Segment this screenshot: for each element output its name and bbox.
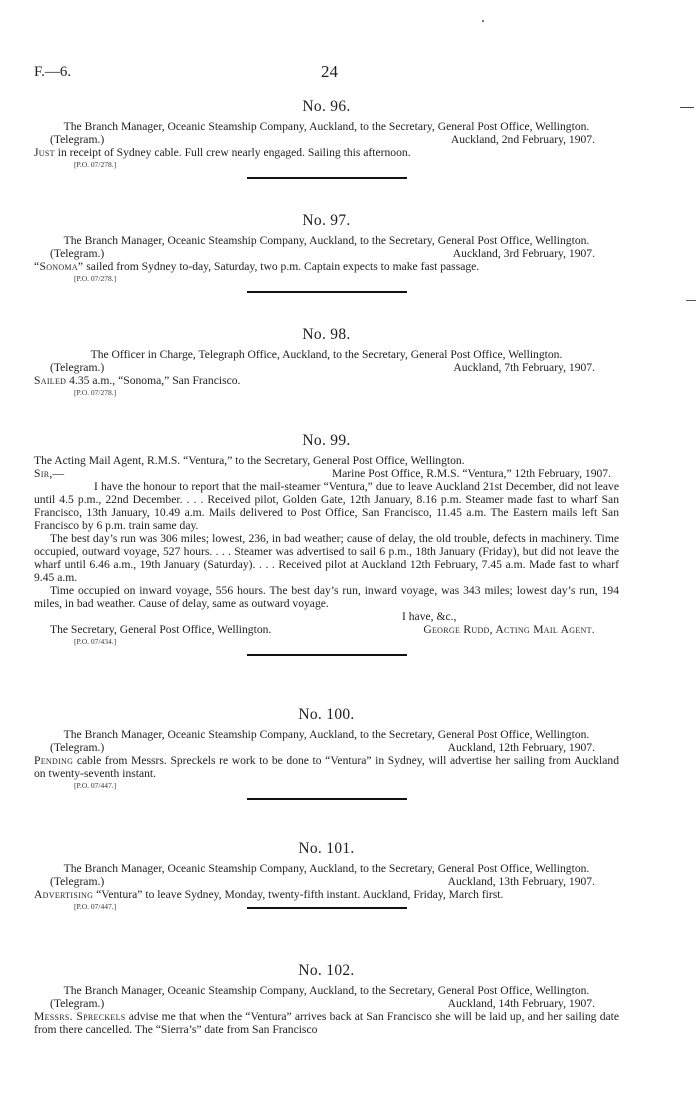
lead-words: Messrs. Spreckels — [34, 1010, 126, 1023]
dateline — [34, 741, 619, 754]
lead-words: Advertising — [34, 888, 94, 901]
file-reference: [P.O. 07/278.] — [74, 160, 117, 169]
message-type: (Telegram.) — [50, 875, 105, 888]
section-number: No. 99. — [302, 432, 351, 449]
lead-words: Just — [34, 146, 55, 159]
section-number: No. 98. — [302, 326, 351, 343]
file-reference: [P.O. 07/447.] — [74, 902, 117, 911]
section-divider — [247, 798, 407, 800]
dateline — [34, 467, 619, 480]
section-heading: The Branch Manager, Oceanic Steamship Company, Auckland, to the Secretary, General Post Office, Wellington. — [63, 120, 590, 133]
message-type: (Telegram.) — [50, 741, 105, 754]
section-heading: The Branch Manager, Oceanic Steamship Company, Auckland, to the Secretary, General Post Office, Wellington. — [63, 728, 590, 741]
place-date: Auckland, 3rd February, 1907. — [452, 247, 595, 260]
lead-words: Pending — [34, 754, 74, 767]
section-divider — [247, 291, 407, 293]
addressee: The Secretary, General Post Office, Wellington. — [50, 623, 272, 636]
section-divider — [247, 907, 407, 909]
section-number: No. 100. — [298, 706, 355, 723]
scan-speck — [482, 20, 484, 22]
section-divider — [247, 177, 407, 179]
section-no-98 — [34, 326, 619, 397]
signature-line — [34, 623, 619, 636]
section-no-101 — [34, 840, 619, 909]
place-date: Marine Post Office, R.M.S. “Ventura,” 12th February, 1907. — [331, 467, 611, 480]
message-type: (Telegram.) — [50, 133, 105, 146]
place-date: Auckland, 7th February, 1907. — [453, 361, 595, 374]
letter-body — [34, 480, 619, 610]
series-reference: F.—6. — [34, 64, 72, 80]
place-date: Auckland, 13th February, 1907. — [447, 875, 595, 888]
section-no-99 — [34, 432, 619, 656]
message-type: (Telegram.) — [50, 997, 105, 1010]
section-number: No. 101. — [298, 840, 355, 857]
section-no-97 — [34, 212, 619, 293]
file-reference: [P.O. 07/278.] — [74, 274, 117, 283]
file-reference: [P.O. 07/434.] — [74, 637, 117, 646]
message-body: Pending cable from Messrs. Spreckels re work to be done to “Ventura” in Sydney, will advertise her sailing from Auckland on twenty-seventh instant. — [34, 754, 619, 780]
message-body: “Sonoma” sailed from Sydney to-day, Saturday, two p.m. Captain expects to make fast passage. — [34, 260, 480, 273]
section-no-102 — [34, 962, 619, 1036]
closing: I have, &c., — [402, 610, 457, 623]
message-body: Advertising “Ventura” to leave Sydney, Monday, twenty-fifth instant. Auckland, Friday, March first. — [34, 888, 504, 901]
salutation: Sir,— — [34, 467, 65, 480]
section-divider — [247, 654, 407, 656]
lead-words: “Sonoma” — [34, 260, 84, 273]
page-number: 24 — [321, 62, 338, 81]
section-heading: The Branch Manager, Oceanic Steamship Company, Auckland, to the Secretary, General Post Office, Wellington. — [63, 234, 590, 247]
message-type: (Telegram.) — [50, 247, 105, 260]
message-body: Just in receipt of Sydney cable. Full crew nearly engaged. Sailing this afternoon. — [34, 146, 411, 159]
section-number: No. 96. — [302, 98, 351, 115]
paragraph: The best day’s run was 306 miles; lowest, 236, in bad weather; cause of delay, the old trouble, defects in machinery. Time occupied, outward voyage, 527 hours. . . . Steamer was advertised to sail 6 p.m., 18th January (Friday), but did not leave the wharf until 6.46 a.m., 19th January (Saturday). . . . Received pilot at Auckland 12th February, 7.45 a.m. Made fast to wharf 9.45 a.m. — [34, 532, 619, 584]
section-heading: The Officer in Charge, Telegraph Office, Auckland, to the Secretary, General Post Office, Wellington. — [90, 348, 563, 361]
dateline — [34, 875, 619, 888]
place-date: Auckland, 14th February, 1907. — [447, 997, 595, 1010]
file-reference: [P.O. 07/447.] — [74, 781, 117, 790]
file-reference: [P.O. 07/278.] — [74, 388, 117, 397]
paragraph: I have the honour to report that the mail-steamer “Ventura,” due to leave Auckland 21st December, did not leave until 4.5 p.m., 22nd December. . . . Received pilot, Golden Gate, 12th January, 8.16 p.m. Steamer made fast to wharf San Francisco, 13th January, 10.49 a.m. Mails delivered to Post Office, San Francisco, 11.45 a.m. The Eastern mails left San Francisco by 6 p.m. train same day. — [34, 480, 619, 532]
margin-mark — [686, 300, 696, 301]
lead-words: Sailed — [34, 374, 67, 387]
dateline — [34, 247, 619, 260]
place-date: Auckland, 2nd February, 1907. — [450, 133, 595, 146]
section-number: No. 97. — [302, 212, 351, 229]
message-body: Messrs. Spreckels advise me that when the “Ventura” arrives back at San Francisco she will be laid up, and her sailing date from there cancelled. The “Sierra’s” date from San Francisco — [34, 1010, 620, 1036]
section-no-96 — [34, 98, 619, 179]
section-number: No. 102. — [298, 962, 355, 979]
margin-mark — [680, 107, 694, 108]
place-date: Auckland, 12th February, 1907. — [447, 741, 595, 754]
section-heading: The Acting Mail Agent, R.M.S. “Ventura,” to the Secretary, General Post Office, Wellington. — [34, 454, 465, 467]
dateline — [34, 133, 619, 146]
section-no-100 — [34, 706, 619, 800]
signature: George Rudd, Acting Mail Agent. — [423, 623, 595, 636]
section-heading: The Branch Manager, Oceanic Steamship Company, Auckland, to the Secretary, General Post Office, Wellington. — [63, 984, 590, 997]
message-type: (Telegram.) — [50, 361, 105, 374]
message-body: Sailed 4.35 a.m., “Sonoma,” San Francisco. — [34, 374, 241, 387]
paragraph: Time occupied on inward voyage, 556 hours. The best day’s run, inward voyage, was 343 miles; lowest day’s run, 194 miles, in bad weather. Cause of delay, same as outward voyage. — [34, 584, 619, 610]
dateline — [34, 361, 619, 374]
dateline — [34, 997, 619, 1010]
section-heading: The Branch Manager, Oceanic Steamship Company, Auckland, to the Secretary, General Post Office, Wellington. — [63, 862, 590, 875]
